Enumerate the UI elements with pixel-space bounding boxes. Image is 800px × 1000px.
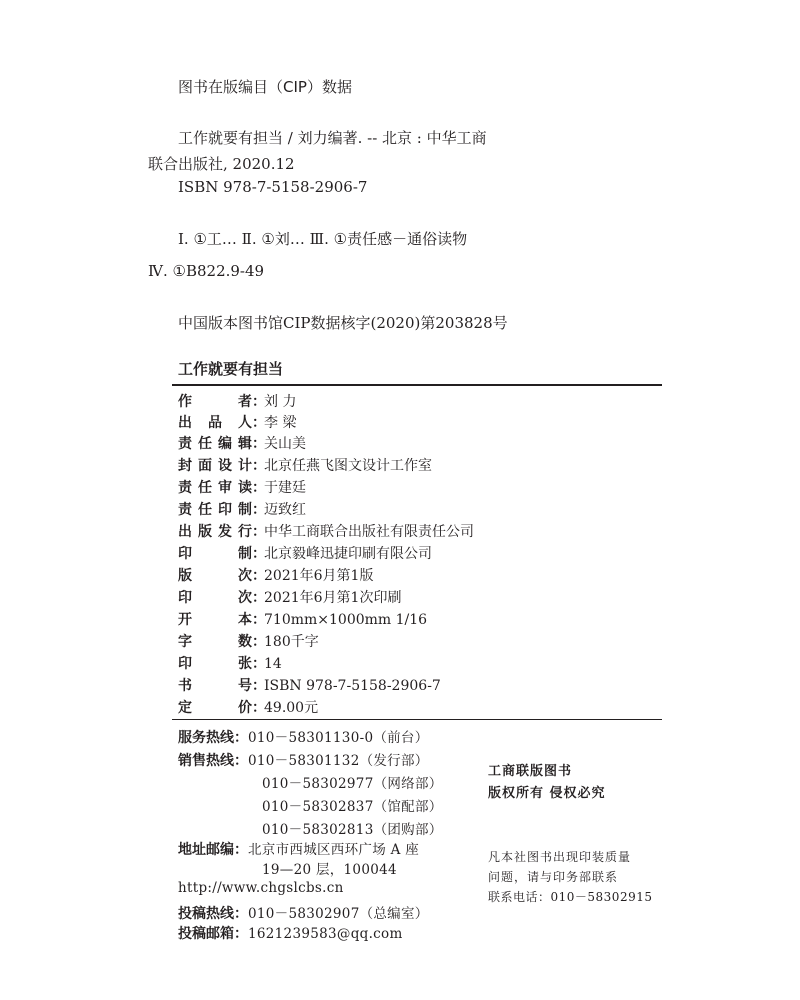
info-label: 书号 (178, 678, 252, 694)
submission-hotline (178, 902, 429, 923)
info-colon: ： (252, 394, 266, 410)
cip-publisher-line: 联合出版社, 2020.12 (148, 155, 295, 173)
address (178, 838, 419, 859)
info-row (178, 500, 306, 521)
info-label: 开本 (178, 612, 252, 628)
sales-hotline (178, 749, 429, 770)
info-label: 封面设计 (178, 458, 252, 474)
service-number: 010－58301130-0（前台） (248, 730, 429, 746)
sales-number: 010－58302837（馆配部） (262, 799, 443, 815)
info-colon: ： (252, 700, 266, 716)
info-label: 版次 (178, 568, 252, 584)
info-label: 印张 (178, 656, 252, 672)
info-label: 作者 (178, 394, 252, 410)
info-value: 于建廷 (264, 480, 306, 496)
info-row (178, 676, 441, 697)
info-row (178, 522, 474, 543)
cip-isbn: ISBN 978-7-5158-2906-7 (178, 178, 368, 196)
cip-classification-cont: Ⅳ. ①B822.9-49 (148, 262, 265, 280)
website-link[interactable]: http://www.chgslcbs.cn (178, 880, 344, 896)
info-row (178, 654, 282, 675)
service-hotline (178, 726, 429, 747)
cip-heading: 图书在版编目（CIP）数据 (178, 78, 352, 96)
info-colon: ： (252, 568, 266, 584)
info-row (178, 566, 373, 587)
address-line: 19—20 层，100044 (262, 862, 397, 878)
info-label: 印制 (178, 546, 252, 562)
info-colon: ： (252, 436, 266, 452)
sales-number: 010－58301132（发行部） (248, 753, 429, 769)
info-colon: ： (252, 590, 266, 606)
info-colon: ： (252, 634, 266, 650)
info-value: 北京毅峰迅捷印刷有限公司 (264, 546, 432, 562)
submission-label: 投稿热线： (178, 906, 248, 922)
copyright-notice: 版权所有 侵权必究 (488, 786, 606, 801)
address-label: 地址邮编： (178, 842, 248, 858)
info-value: 迈致红 (264, 502, 306, 518)
info-colon: ： (252, 502, 266, 518)
email-address[interactable]: 1621239583@qq.com (248, 926, 403, 942)
info-colon: ： (252, 458, 266, 474)
submission-number: 010－58302907（总编室） (248, 906, 429, 922)
info-colon: ： (252, 480, 266, 496)
info-value: 关山美 (264, 436, 306, 452)
info-row (178, 632, 319, 653)
info-value: 180千字 (264, 634, 319, 650)
title-rule (172, 384, 662, 386)
info-value: 710mm×1000mm 1/16 (264, 612, 428, 628)
info-colon: ： (252, 546, 266, 562)
info-row (178, 698, 318, 719)
sales-label: 销售热线： (178, 753, 248, 769)
sales-number: 010－58302977（网络部） (262, 776, 443, 792)
info-colon: ： (252, 678, 266, 694)
info-colon: ： (252, 656, 266, 672)
cip-title-line: 工作就要有担当 / 刘力编著. -- 北京 : 中华工商 (178, 129, 487, 147)
submission-email (178, 923, 403, 943)
info-row (178, 588, 401, 609)
quality-notice-line: 凡本社图书出现印装质量 (488, 850, 632, 864)
info-value: 14 (264, 656, 282, 672)
copyright-publisher: 工商联版图书 (488, 764, 573, 779)
info-colon: ： (252, 524, 266, 540)
info-value: ISBN 978-7-5158-2906-7 (264, 678, 441, 694)
info-value: 中华工商联合出版社有限责任公司 (264, 524, 474, 540)
info-row (178, 413, 296, 434)
sales-number: 010－58302813（团购部） (262, 822, 443, 838)
info-row (178, 544, 432, 565)
info-colon: ： (252, 415, 266, 431)
quality-notice-line: 问题，请与印务部联系 (488, 870, 619, 884)
info-label: 字数 (178, 634, 252, 650)
book-title: 工作就要有担当 (178, 360, 284, 378)
cip-classification: Ⅰ. ①工… Ⅱ. ①刘… Ⅲ. ①责任感－通俗读物 (178, 230, 468, 248)
info-value: 李 梁 (264, 415, 297, 431)
address-line: 北京市西城区西环广场 A 座 (248, 842, 420, 858)
email-label: 投稿邮箱： (178, 926, 248, 942)
cip-record-number: 中国版本图书馆CIP数据核字(2020)第203828号 (178, 314, 508, 332)
info-row (178, 392, 296, 413)
info-value: 2021年6月第1版 (264, 568, 374, 584)
info-label: 定价 (178, 700, 252, 716)
info-label: 责任编辑 (178, 436, 252, 452)
quality-notice-phone: 联系电话：010－58302915 (488, 890, 653, 904)
info-row (178, 456, 432, 477)
info-row (178, 478, 306, 499)
info-label: 责任审读 (178, 480, 252, 496)
info-colon: ： (252, 612, 266, 628)
info-label: 出版发行 (178, 524, 252, 540)
info-value: 49.00元 (264, 700, 319, 716)
info-label: 责任印制 (178, 502, 252, 518)
info-row (178, 434, 306, 455)
info-rule (172, 719, 662, 720)
info-label: 出品人 (178, 415, 252, 431)
service-label: 服务热线： (178, 730, 248, 746)
info-value: 北京任燕飞图文设计工作室 (264, 458, 432, 474)
info-row (178, 610, 427, 631)
info-label: 印次 (178, 590, 252, 606)
info-value: 刘 力 (264, 394, 297, 410)
info-value: 2021年6月第1次印刷 (264, 590, 402, 606)
